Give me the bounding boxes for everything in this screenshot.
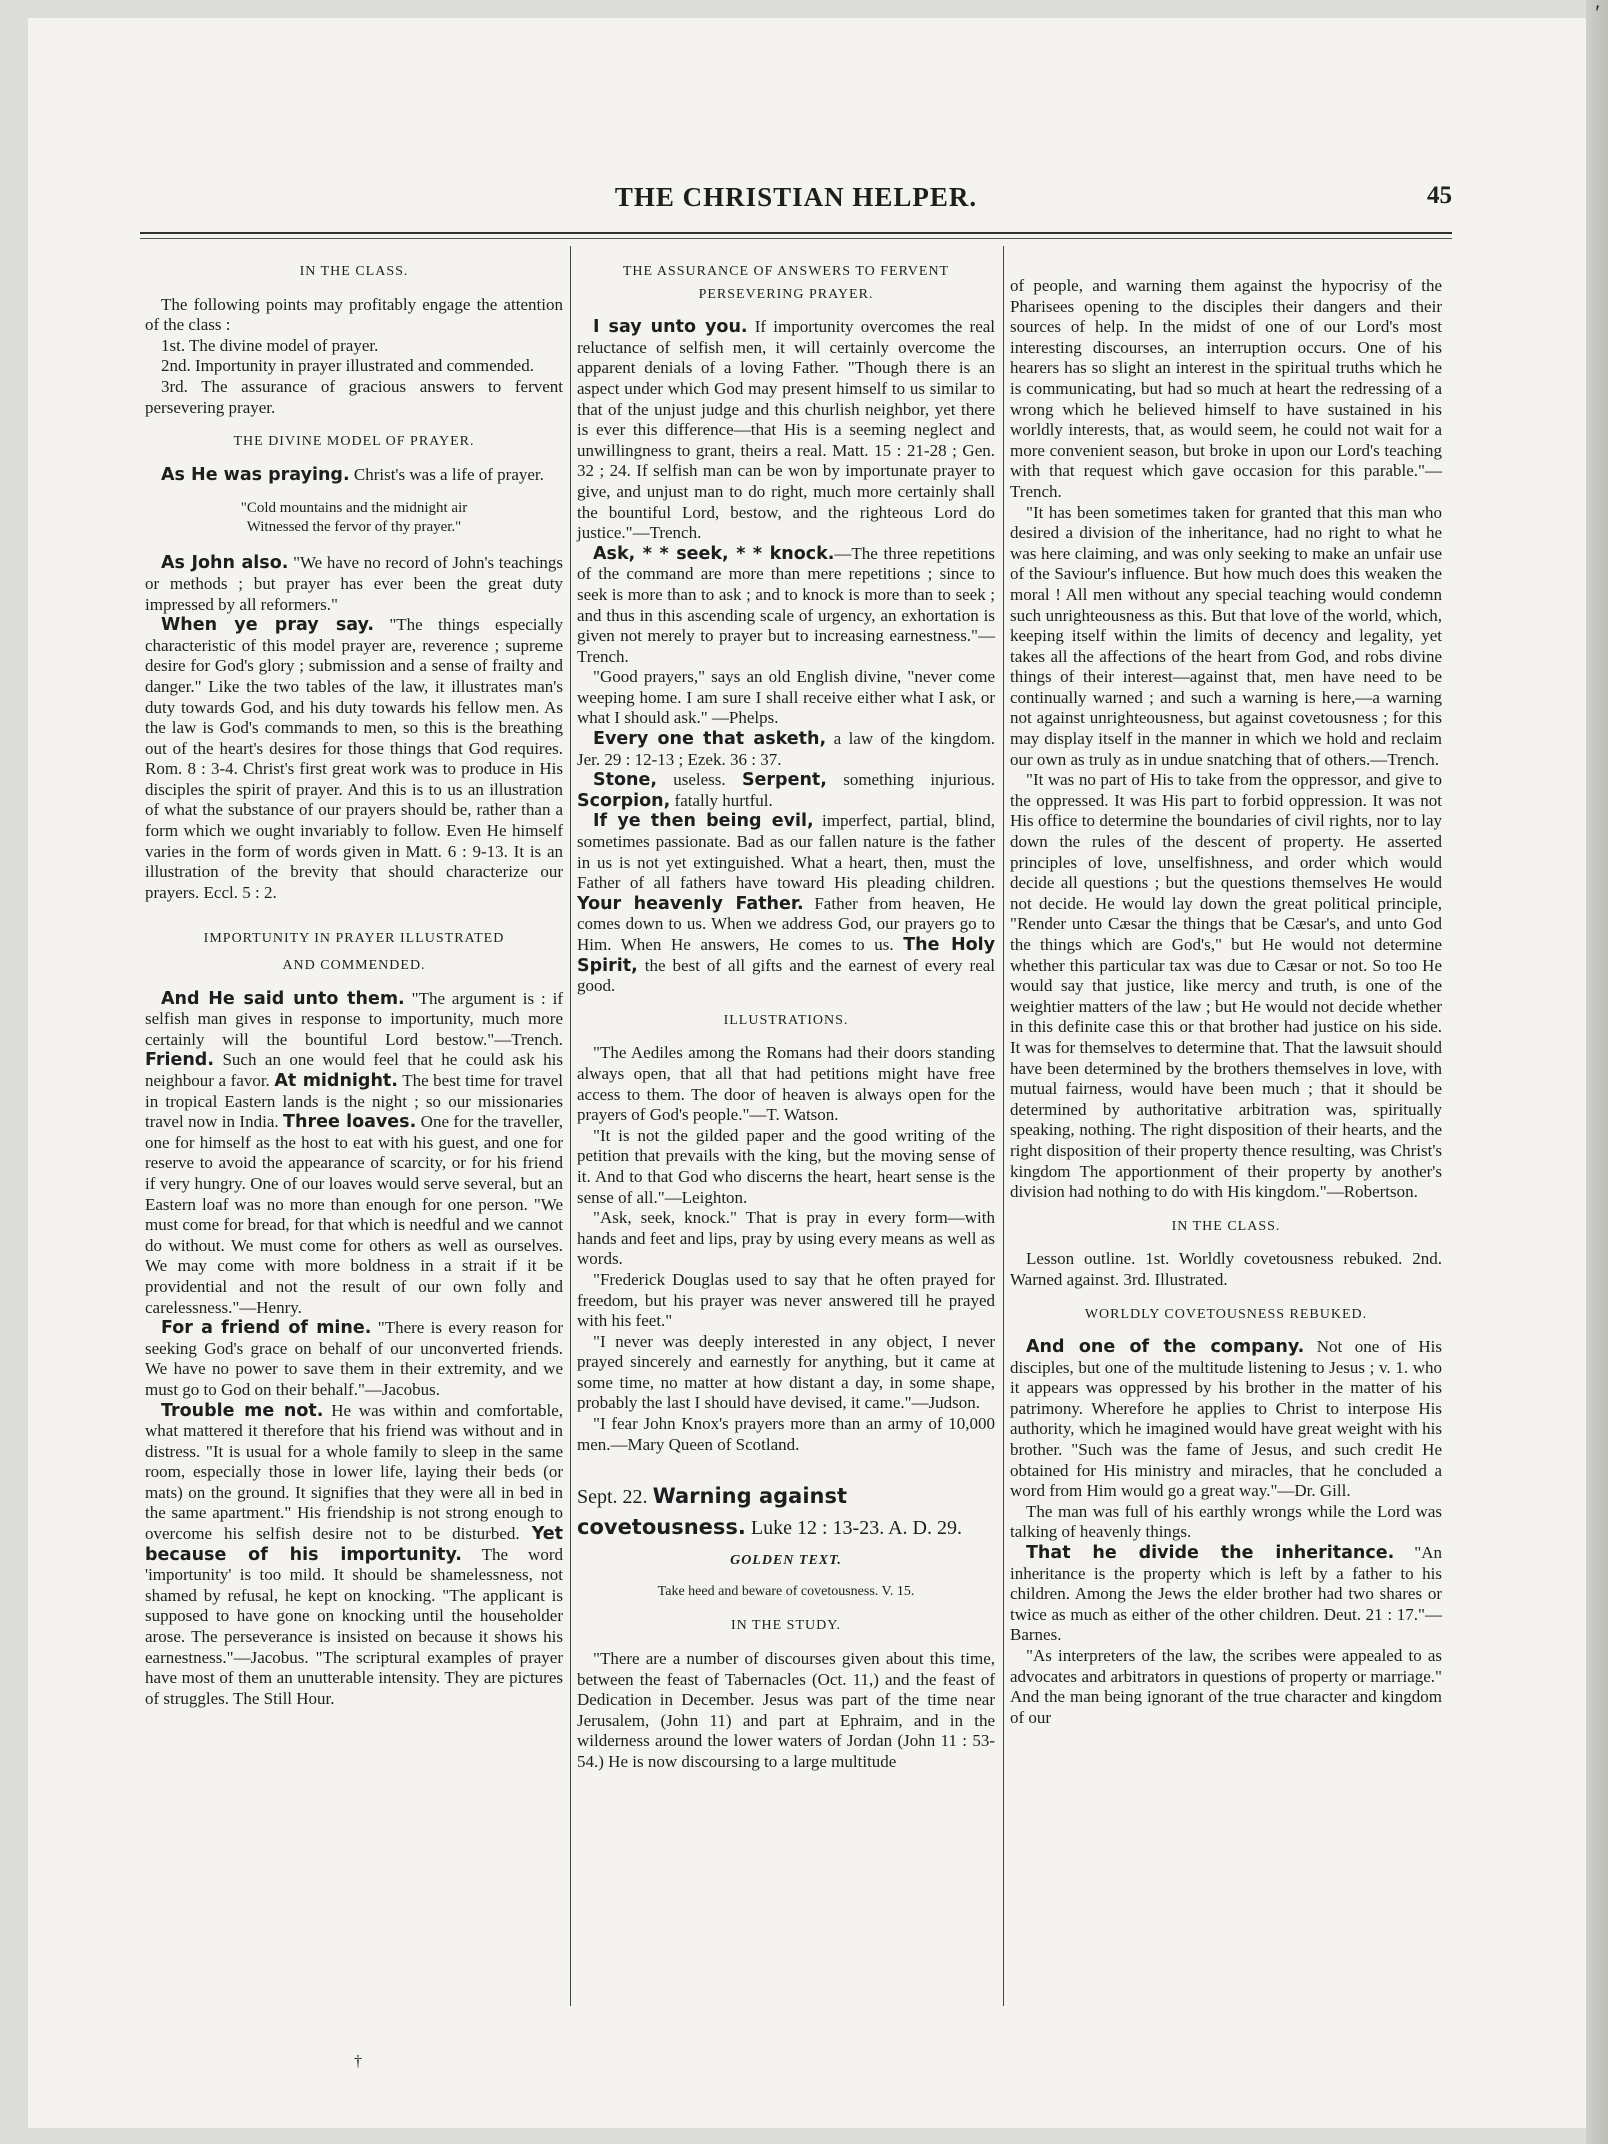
- lead-phrase: If ye then being evil,: [593, 811, 814, 832]
- body-text: Christ's was a life of prayer.: [353, 464, 544, 484]
- paragraph-continued: of people, and warning them against the hypocrisy of the Pharisees opening to the disciples their dangers and their sources of help. In the midst of one of our Lord's most interesting discourses, an interruption occurs. One of his hearers has so slight an interest in the spiritual truths which he is communicating, but had so much at heart the redressing of a wrong which he believed himself to have sustained in his worldly interests, that, as would seem, he could not wait for a more convenient season, but broke in upon our Lord's teaching with that request which gave occasion for this parable."—Trench.: [1010, 276, 1442, 501]
- lead-phrase: Your heavenly Father.: [577, 893, 804, 914]
- paragraph-one-of-company: [1010, 1337, 1442, 1502]
- paragraph-knox: "I fear John Knox's prayers more than an army of 10,000 men.—Mary Queen of Scotland.: [577, 1414, 995, 1454]
- poem-quote: [145, 499, 563, 537]
- paragraph-point-3: 3rd. The assurance of gracious answers to fervent persevering prayer.: [145, 376, 563, 417]
- paragraph-point-2: 2nd. Importunity in prayer illustrated and commended.: [161, 356, 534, 376]
- lesson-heading: [577, 1481, 995, 1543]
- body-text: "An inheritance is the property which is left by a father to his children. Among the Jews the elder brother had two shares or twice as much as either of the other children. Deut. 21 : 17."—Barnes.: [1010, 1543, 1442, 1645]
- heading-in-the-class: IN THE CLASS.: [299, 264, 409, 279]
- lesson-reference: Luke 12 : 13-23. A. D. 29.: [750, 1517, 962, 1540]
- paragraph-ask-seek-knock: [577, 544, 995, 668]
- bottom-mark: †: [354, 2053, 362, 2070]
- lead-phrase: Ask, * * seek, * * knock.: [593, 543, 835, 564]
- body-text: a law of the kingdom. Jer. 29 : 12-13 ; Ezek. 36 : 37.: [577, 729, 996, 769]
- lead-phrase: And one of the company.: [1026, 1337, 1305, 1358]
- paragraph-interpreters: "As interpreters of the law, the scribes were appealed to as advocates and arbitrators in questions of property or marriage." And the man being ignorant of the true character and kingdom of our: [1010, 1646, 1442, 1727]
- paragraph-ask-seek: "Ask, seek, knock." That is pray in every form—with hands and feet and lips, pray by using every means as well as words.: [577, 1208, 995, 1269]
- body-text: imperfect, partial, blind, sometimes passionate. Bad as our fallen nature is the father in us is not yet extinguished. What a heart, then, must the Father of all fathers have toward His pleading children.: [577, 811, 995, 893]
- body-text: He was within and comfortable, what mattered it therefore that his friend was without and in distress. "It is usual for a whole family to sleep in the same room, especially those in lower life, laying their beds (or mats) on the ground. It signifies that they were all in bed in the same apartment." His friendship is not strong enough to overcome his selfish desire not to be disturbed.: [145, 1400, 563, 1544]
- heading-assurance-line2: PERSEVERING PRAYER.: [698, 286, 874, 302]
- running-title: THE CHRISTIAN HELPER.: [614, 182, 978, 212]
- lead-phrase: For a friend of mine.: [161, 1318, 372, 1339]
- body-text: "The things especially characteristic of this model prayer are, reverence ; supreme desire for God's glory ; submission and a sense of frailty and danger." Like the two tables of the law, it illustrates man's duty towards God, and his duty towards his fellow men. As the law is God's commands to men, so this is the breathing out of the heart's desires for those things that God requires. Rom. 8 : 3-4. Christ's first great work was to produce in His disciples the spirit of prayer. And this is to us an illustration of what the substance of our prayers should be, rather than a form which we ought invariably to follow. Even He himself varies in the form of words given in Matt. 6 : 9-13. It is an illustration of the brevity that should characterize our prayers. Eccl. 5 : 2.: [145, 615, 563, 902]
- lead-phrase: Trouble me not.: [161, 1400, 324, 1421]
- body-text: Such an one would feel that he could ask his neighbour a favor.: [145, 1050, 563, 1090]
- paragraph-stone-serpent: [577, 770, 995, 811]
- golden-text: Take heed and beware of covetousness. V. 15.: [657, 1583, 915, 1599]
- running-head: [140, 182, 1452, 222]
- paragraph-said-unto-them: [145, 989, 563, 1319]
- body-text: Father from heaven, He comes down to us. When we address God, our prayers go to Him. When He answers, He comes to us.: [577, 893, 996, 954]
- lead-phrase: Three loaves.: [283, 1112, 417, 1133]
- heading-in-the-class-2: IN THE CLASS.: [1171, 1218, 1281, 1234]
- lead-phrase: Serpent,: [741, 770, 827, 791]
- lead-phrase: At midnight.: [274, 1071, 398, 1091]
- body-text: The word 'importunity' is too mild. It should be shamelessness, not shamed by refusal, he kept on knocking. "The applicant is supposed to have gone on knocking until the householder arose. The perseverance is insisted on because it shows his earnestness."—Jacobus. "The scriptural examples of prayer have most of them an unutterable intensity. They are pictures of struggles. The Still Hour.: [145, 1544, 563, 1708]
- paragraph-trouble-me-not: [145, 1401, 563, 1710]
- paragraph-no-part: "It was no part of His to take from the oppressor, and give to the oppressed. It was His part to forbid oppression. It was not His office to determine the boundaries of civil rights, nor to lay down the rules of the descent of property. He asserted principles of love, unselfishness, and order which would decide all questions ; but the questions themselves He would not decide. He would lay down the great political principle, "Render unto Cæsar the things that be Cæsar's, and unto God the things which are God's," but He would not determine whether this particular tax was due to Cæsar or not. So too He would say that justice, like mercy and truth, is one of the weightier matters of the law ; but He would not decide whether in this definite case this or that brother had justice on his side. It was for themselves to determine that. That the lawsuit should have been determined by the brothers themselves in love, with mutual fairness, would have been much ; that it should be determined by authoritative arbitration was, spiritually speaking, nothing. The right disposition of their hearts, and the right disposition of their property thence resulting, was Christ's kingdom The apportionment of their property by another's division had nothing to do with His kingdom."—Robertson.: [1010, 770, 1442, 1202]
- paragraph-intro: The following points may profitably engage the attention of the class :: [145, 294, 563, 335]
- body-text: Not one of His disciples, but one of the multitude listening to Jesus ; v. 1. who it appears was oppressed by his brother in the matter of his patrimony. Wherefore he applies to Christ to interpose His authority, which he imagined would have great weight with his brother. "Such was the fame of Jesus, and such credit He obtained for His ministry and miracles, that he concluded a word from Him would go a great way."—Dr. Gill.: [1010, 1337, 1442, 1501]
- heading-golden-text: GOLDEN TEXT.: [730, 1553, 842, 1569]
- heading-importunity-line2: AND COMMENDED.: [282, 958, 426, 974]
- paragraph-douglas: "Frederick Douglas used to say that he often prayed for freedom, but his prayer was never answered till he prayed with his feet.": [577, 1269, 995, 1331]
- lead-phrase: And He said unto them.: [161, 988, 405, 1009]
- body-text: If importunity overcomes the real reluctance of selfish men, it will certainly overcome the apparent denials of a loving Father. "Though there is an aspect under which God may present himself to us similar to that of the unjust judge and this churlish neighbor, yet there is ever this difference—that His is a seeming neglect and unwillingness to grant, theirs a real. Matt. 15 : 21-28 ; Gen. 32 ; 24. If selfish man can be won by importunate prayer to give, and unjust man to do right, much more certainly shall the bountiful Lord, bestow, and the righteous Lord do justice."—Trench.: [577, 317, 996, 543]
- body-text: the best of all gifts and the earnest of every real good.: [577, 955, 996, 996]
- body-text: "The argument is : if selfish man gives in response to importunity, much more certainly will the bountiful Lord bestow."—Trench.: [145, 988, 564, 1049]
- heading-in-the-study: IN THE STUDY.: [730, 1618, 842, 1634]
- body-text: "There is every reason for seeking God's grace on behalf of our unconverted friends. We have no power to save them in their extremity, and we must go to God on their behalf."—Jacobus.: [145, 1318, 564, 1399]
- poem-line-1: "Cold mountains and the midnight air: [240, 500, 468, 517]
- column-rule-right: [1003, 246, 1004, 2006]
- body-text: —The three repetitions of the command are more than mere repetitions ; since to seek is more than to ask ; and to knock is more than to seek ; and thus in this ascending scale of urgency, an exhortation is given not merely to prayer but to increasing earnestness."—Trench.: [577, 543, 995, 666]
- header-rule-thin: [140, 238, 1452, 239]
- heading-illustrations: ILLUSTRATIONS.: [723, 1012, 849, 1028]
- lesson-title: Warning against covetousness.: [577, 1484, 848, 1540]
- body-text: "We have no record of John's teachings or methods ; but prayer has ever been the great duty impressed by all reformers.": [145, 553, 564, 614]
- corner-mark: ′: [1595, 0, 1600, 25]
- lesson-date: Sept. 22.: [577, 1486, 648, 1509]
- paragraph-good-prayers: "Good prayers," says an old English divine, "never come weeping home. I am sure I shall receive either what I ask, or what I should ask." —Phelps.: [577, 667, 995, 728]
- paragraph-being-evil: [577, 811, 995, 996]
- body-text: useless.: [673, 770, 726, 790]
- lead-phrase: Every one that asketh,: [593, 729, 827, 750]
- lead-phrase: The Holy Spirit,: [577, 935, 996, 976]
- paragraph-study: "There are a number of discourses given about this time, between the feast of Tabernacles (Oct. 11,) and the feast of Dedication in December. Jesus was part of the time near Jerusalem, (John 11) and part at Ephraim, and in the wilderness around the lower waters of Jordan (John 11 : 53-54.) He is now discoursing to a large multitude: [577, 1649, 995, 1771]
- lead-phrase: As He was praying.: [161, 464, 350, 485]
- lead-phrase: Yet because of his importunity.: [145, 1524, 563, 1565]
- column-right: [1010, 276, 1442, 1728]
- paragraph-when-ye-pray: [145, 615, 563, 903]
- paragraph-judson: "I never was deeply interested in any object, I never prayed sincerely and earnestly for anything, but it came at some time, no matter at how distant a day, in some shape, probably the last I should have devised, it came."—Judson.: [577, 1331, 995, 1413]
- heading-importunity-line1: IMPORTUNITY IN PRAYER ILLUSTRATED: [203, 931, 505, 947]
- page-edge-shadow: [1586, 0, 1608, 2144]
- paragraph-divide-inheritance: [1010, 1543, 1442, 1646]
- header-rule: [140, 232, 1452, 234]
- lead-phrase: Stone,: [593, 770, 657, 791]
- lead-phrase: Scorpion,: [577, 790, 671, 811]
- heading-divine-model: THE DIVINE MODEL OF PRAYER.: [233, 434, 475, 450]
- paragraph-praying: [145, 465, 563, 486]
- lead-phrase: When ye pray say.: [161, 615, 374, 636]
- page-number: 45: [1427, 182, 1452, 209]
- paragraph-gilded-paper: "It is not the gilded paper and the good writing of the petition that prevails with the king, but the moving sense of it. And to that God who discerns the heart, heart sense is the sense of all."—Leighton.: [577, 1125, 995, 1207]
- lead-phrase: I say unto you.: [593, 317, 748, 338]
- paragraph-i-say: [577, 317, 995, 544]
- body-text: something injurious.: [843, 770, 996, 790]
- column-rule-left: [570, 246, 571, 2006]
- body-text: One for the traveller, one for himself as the host to eat with his guest, and one for reserve to avoid the appearance of scarcity, or for his friend if very hungry. One of our loaves would serve several, but an Eastern loaf was no more than enough for one person. "We must come for bread, for that which is needful and we cannot do without. We must come for others as well as ourselves. We may come with more boldness in a strait if it be providential and not the result of our own folly and carelessness."—Henry.: [145, 1112, 564, 1317]
- body-text: fatally hurtful.: [674, 790, 773, 810]
- paragraph-earthly-wrongs: The man was full of his earthly wrongs while the Lord was talking of heavenly things.: [1010, 1501, 1442, 1542]
- paragraph-taken-for-granted: "It has been sometimes taken for granted that this man who desired a division of the inheritance, had no right to what he was here claiming, and was only seeking to make an unfair use of the Saviour's influence. But how much does this weaken the moral ! All men without any special teaching would condemn such unrighteousness as this. But that love of the world, which, keeping itself within the limits of decency and legality, yet takes all the affections of the heart from God, and robs divine things of their interest—against that, men have need to be continually warned ; and such a warning is here,—a warning not against unrighteousness, but against covetousness ; for this may display itself in the manner in which we hold and reclaim our own as truly as in undue snatching that of others.—Trench.: [1010, 502, 1442, 769]
- paragraph-point-1: 1st. The divine model of prayer.: [161, 335, 379, 355]
- poem-line-2: Witnessed the fervor of thy prayer.": [246, 519, 462, 536]
- heading-worldly-covetousness: WORLDLY COVETOUSNESS REBUKED.: [1084, 1306, 1368, 1322]
- lead-phrase: Friend.: [145, 1050, 214, 1071]
- lead-phrase: That he divide the inheritance.: [1026, 1543, 1395, 1564]
- column-left: [145, 250, 563, 1709]
- paragraph-lesson-outline: Lesson outline. 1st. Worldly covetousness rebuked. 2nd. Warned against. 3rd. Illustrated.: [1010, 1249, 1442, 1289]
- paragraph-aediles: "The Aediles among the Romans had their doors standing always open, that all that had petitions might have free access to them. The door of heaven is always open for the prayers of God's people."—T. Watson.: [577, 1043, 995, 1125]
- lead-phrase: As John also.: [161, 553, 289, 574]
- body-text: The best time for travel in tropical Eastern lands is the night ; so our missionaries travel now in India.: [145, 1071, 564, 1132]
- paragraph-every-one: [577, 729, 995, 770]
- paragraph-friend-of-mine: [145, 1318, 563, 1400]
- column-middle: [577, 250, 995, 1773]
- heading-assurance-line1: THE ASSURANCE OF ANSWERS TO FERVENT: [622, 264, 950, 279]
- paragraph-john: [145, 553, 563, 615]
